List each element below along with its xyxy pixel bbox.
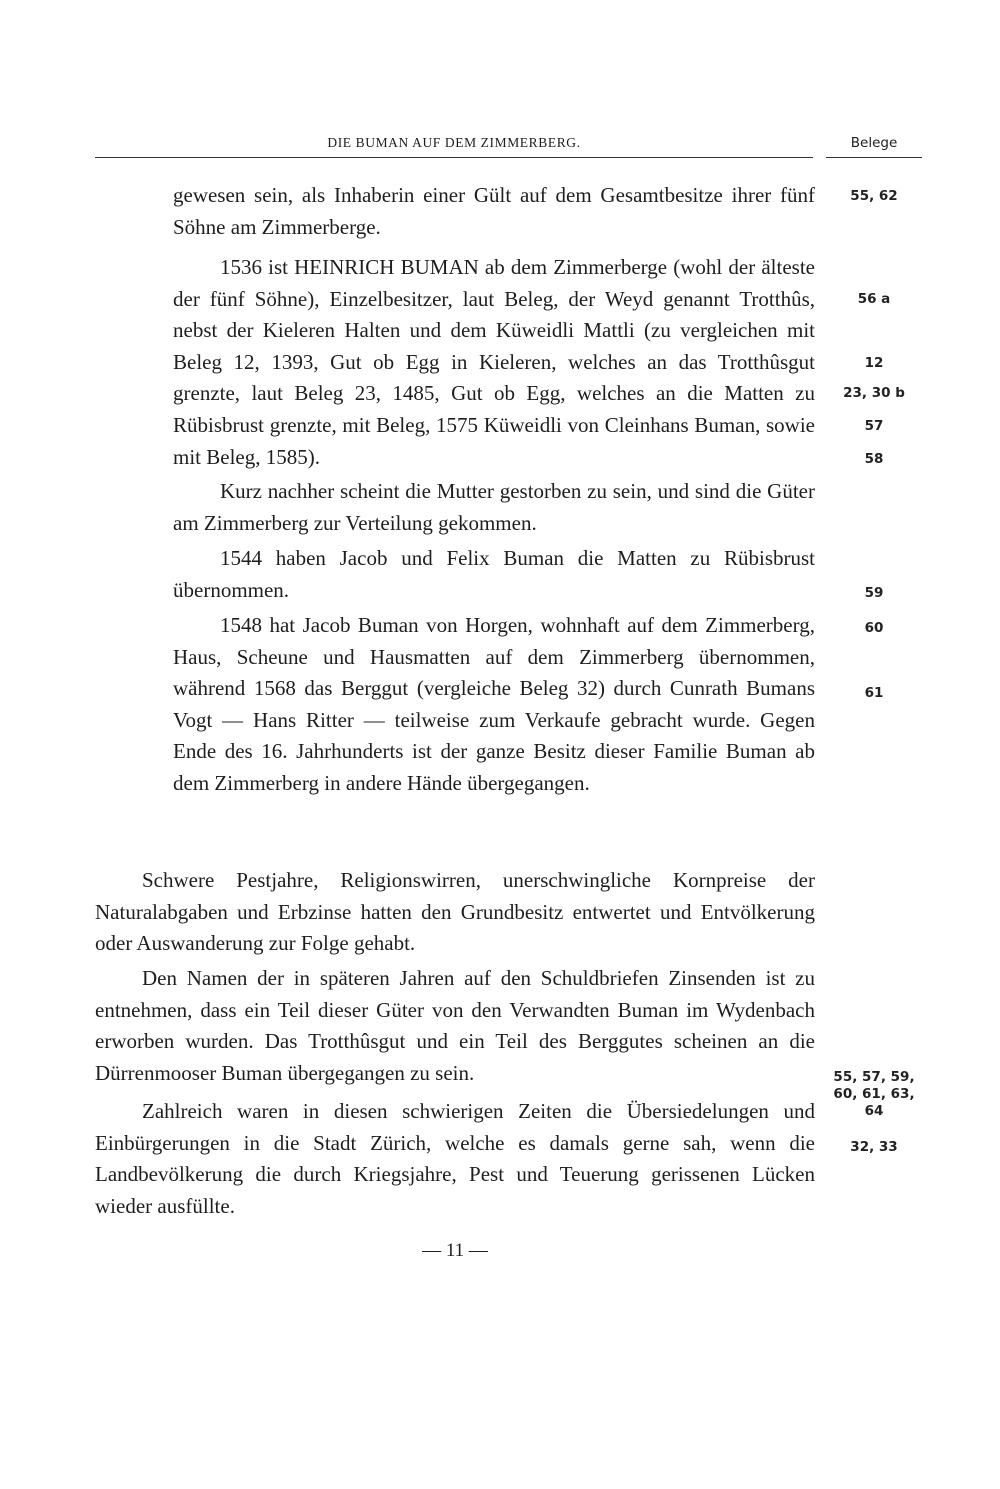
paragraph-1: gewesen sein, als Inhaberin einer Gült auf dem Gesamtbesitze ihrer fünf Söhne am Zimmerberge. — [173, 183, 815, 239]
margin-reference: 12 — [864, 355, 884, 371]
paragraph-5: 1548 hat Jacob Buman von Horgen, wohnhaft auf dem Zimmerberg, Haus, Scheune und Hausmatten auf dem Zimmerberg übernommen, während 1568 das Berggut (vergleiche Beleg 32) durch Cunrath Bumans Vogt — Hans Ritter — teilweise zum Verkaufe gebracht wurde. Gegen Ende des 16. Jahrhunderts ist der ganze Besitz dieser Familie Buman ab dem Zimmerberg in andere Hände übergegangen. — [173, 613, 815, 795]
margin-reference: 55, 57, 59, 60, 61, 63, 64 — [833, 1069, 915, 1119]
margin-reference: 32, 33 — [850, 1139, 898, 1155]
running-header-title: DIE BUMAN AUF DEM ZIMMERBERG. — [327, 135, 581, 150]
margin-reference: 58 — [864, 451, 884, 467]
margin-column-label: Belege — [850, 135, 898, 151]
page-number: — 11 — — [422, 1240, 488, 1261]
margin-reference: 55, 62 — [850, 188, 898, 204]
paragraph-7: Den Namen der in späteren Jahren auf den Schuldbriefen Zinsenden ist zu entnehmen, dass ein Teil dieser Güter von den Verwandten Buman im Wydenbach erworben wurden. Das Trotthûsgut und ein Teil des Berggutes scheinen an die Dürrenmooser Buman übergegangen zu sein. — [95, 966, 815, 1085]
margin-reference: 57 — [864, 418, 884, 434]
paragraph-8: Zahlreich waren in diesen schwierigen Zeiten die Übersiedelungen und Einbürgerungen in die Stadt Zürich, welche es damals gerne sah, wenn die Landbevölkerung die durch Kriegsjahre, Pest und Teuerung gerissenen Lücken wieder ausfüllte. — [95, 1099, 815, 1218]
paragraph-4: 1544 haben Jacob und Felix Buman die Matten zu Rübisbrust übernommen. — [173, 546, 815, 602]
paragraph-6: Schwere Pestjahre, Religionswirren, unerschwingliche Kornpreise der Naturalabgaben und Erbzinse hatten den Grundbesitz entwertet und Entvölkerung oder Auswanderung zur Folge gehabt. — [95, 868, 815, 956]
margin-reference: 56 a — [857, 291, 891, 307]
margin-reference: 61 — [864, 685, 884, 701]
margin-reference: 59 — [864, 585, 884, 601]
margin-reference: 23, 30 b — [843, 385, 905, 401]
paragraph-2: 1536 ist HEINRICH BUMAN ab dem Zimmerberge (wohl der älteste der fünf Söhne), Einzelbesitzer, laut Beleg, der Weyd genannt Trotthûs, nebst der Kieleren Halten und dem Küweidli Mattli (zu vergleichen mit Beleg 12, 1393, Gut ob Egg in Kieleren, welches an das Trotthûsgut grenzte, laut Beleg 23, 1485, Gut ob Egg, welches an die Matten zu Rübisbrust grenzte, mit Beleg, 1575 Küweidli von Cleinhans Buman, sowie mit Beleg, 1585). — [173, 255, 815, 469]
header-rule — [95, 157, 813, 158]
header-rule-margin — [826, 157, 922, 158]
paragraph-3: Kurz nachher scheint die Mutter gestorben zu sein, und sind die Güter am Zimmerberg zur Verteilung gekommen. — [173, 479, 815, 535]
margin-reference: 60 — [864, 620, 884, 636]
